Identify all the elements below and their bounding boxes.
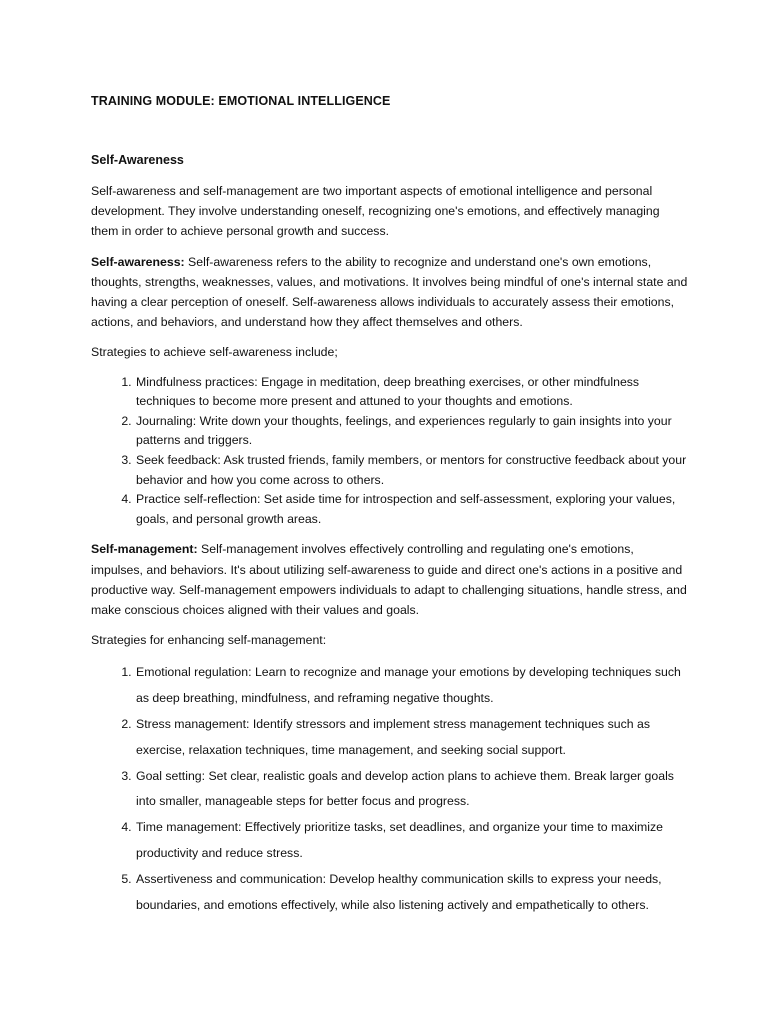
self-management-strategies-list xyxy=(91,660,688,918)
list-item: 1. Emotional regulation: Learn to recognize and manage your emotions by developing techniques such as deep breathing, mindfulness, and reframing negative thoughts. xyxy=(135,660,688,712)
list-item: 4. Practice self-reflection: Set aside time for introspection and self-assessment, exploring your values, goals, and personal growth areas. xyxy=(135,490,688,529)
self-awareness-strategies-intro: Strategies to achieve self-awareness include; xyxy=(91,345,338,360)
document-title: TRAINING MODULE: EMOTIONAL INTELLIGENCE xyxy=(91,94,391,108)
list-item: 3. Seek feedback: Ask trusted friends, family members, or mentors for constructive feedback about your behavior and how you come across to others. xyxy=(135,451,688,490)
list-item: 1. Mindfulness practices: Engage in meditation, deep breathing exercises, or other mindfulness techniques to become more present and attuned to your thoughts and emotions. xyxy=(135,373,688,412)
section-heading: Self-Awareness xyxy=(91,153,184,167)
list-item: 2. Stress management: Identify stressors and implement stress management techniques such as exercise, relaxation techniques, time management, and seeking social support. xyxy=(135,712,688,764)
self-awareness-strategies-list xyxy=(91,373,688,530)
self-awareness-term: Self-awareness: xyxy=(91,254,185,269)
list-item: 4. Time management: Effectively prioritize tasks, set deadlines, and organize your time to maximize productivity and reduce stress. xyxy=(135,815,688,867)
list-item: 5. Assertiveness and communication: Develop healthy communication skills to express your needs, boundaries, and emotions effectively, while also listening actively and empathetically to others. xyxy=(135,867,688,919)
list-item: 2. Journaling: Write down your thoughts, feelings, and experiences regularly to gain insights into your patterns and triggers. xyxy=(135,412,688,451)
list-item: 3. Goal setting: Set clear, realistic goals and develop action plans to achieve them. Break larger goals into smaller, manageable steps for better focus and progress. xyxy=(135,764,688,816)
self-management-strategies-intro: Strategies for enhancing self-management: xyxy=(91,633,327,648)
self-management-paragraph xyxy=(91,539,688,620)
self-management-term: Self-management: xyxy=(91,542,198,557)
self-awareness-definition: Self-awareness refers to the ability to recognize and understand one's own emotions, thoughts, strengths, weaknesses, values, and motivations. It involves being mindful of one's internal state and having a clear perception of oneself. Self-awareness allows individuals to accurately assess their emotions, actions, and behaviors, and understand how they affect themselves and others. xyxy=(91,254,688,330)
self-management-definition: Self-management involves effectively controlling and regulating one's emotions, impulses, and behaviors. It's about utilizing self-awareness to guide and direct one's actions in a positive and productive way. Self-management empowers individuals to adapt to challenging situations, handle stress, and make conscious choices aligned with their values and goals. xyxy=(91,542,687,617)
self-awareness-paragraph xyxy=(91,252,688,333)
intro-paragraph: Self-awareness and self-management are two important aspects of emotional intelligence and personal development. They involve understanding oneself, recognizing one's emotions, and effectively managing them in order to achieve personal growth and success. xyxy=(91,184,660,239)
